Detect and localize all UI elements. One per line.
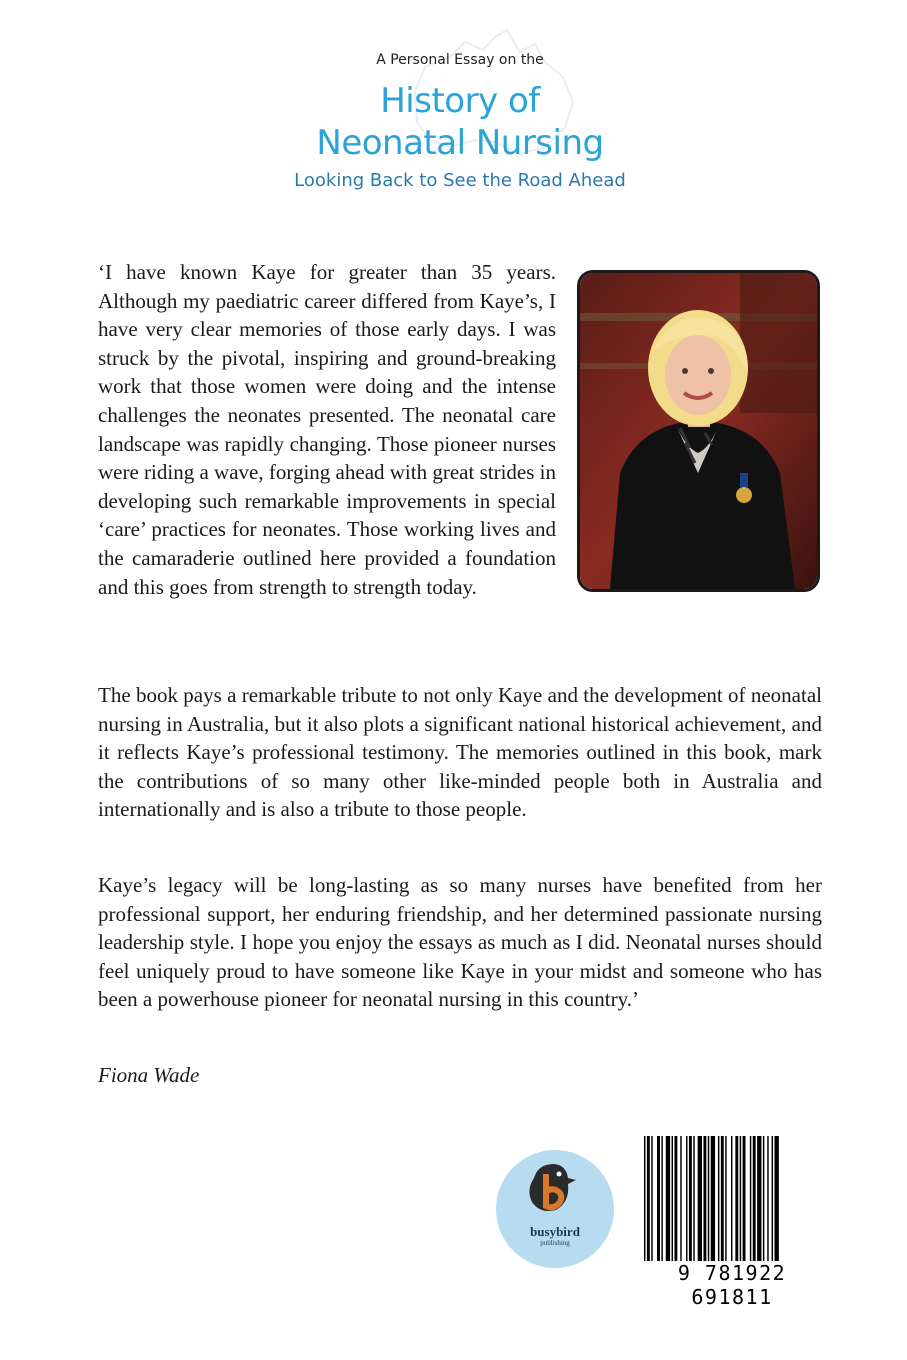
isbn-number: 9 781922 691811: [677, 1261, 787, 1309]
barcode-bar: [680, 1136, 681, 1261]
quote-paragraph-1: ‘I have known Kaye for greater than 35 years. Although my paediatric career differed from Kaye’s, I have very clear memories of those early days. I was struck by the pivotal, inspiring and ground-breaking work that those women were doing and the intense challenges the neonates presented. The neonatal care landscape was rapidly changing. Those pioneer nurses were riding a wave, forging ahead with great strides in developing such remarkable improvements in special ‘care’ practices for neonates. Those working lives and the camaraderie outlined here provided a foundation and this goes from strength to strength today.: [98, 260, 556, 599]
barcode-bars: [644, 1136, 822, 1261]
barcode-bar: [711, 1136, 715, 1261]
isbn-barcode: [638, 1133, 826, 1309]
paragraph-2: The book pays a remarkable tribute to not only Kaye and the development of neonatal nursing in Australia, but it also plots a significant national historical achievement, and it reflects Kaye’s professional testimony. The memories outlined in this book, mark the contributions of so many other like-minded people both in Australia and internationally and is also a tribute to those people.: [98, 683, 822, 822]
publisher-name: busybird: [530, 1224, 580, 1239]
barcode-bar: [721, 1136, 724, 1261]
barcode-bar: [689, 1136, 692, 1261]
book-subtitle: Looking Back to See the Road Ahead: [294, 170, 626, 191]
barcode-bar: [661, 1136, 662, 1261]
paragraph-3: Kaye’s legacy will be long-lasting as so many nurses have benefited from her professional support, her enduring friendship, and her determined passionate nursing leadership style. I hope you enjoy the essays as much as I did. Neonatal nurses should feel uniquely proud to have someone like Kaye in your midst and someone who has been a powerhouse pioneer for neonatal nursing in this country.’: [98, 873, 822, 1012]
title-line-2: Neonatal Nursing: [316, 123, 604, 163]
barcode-bar: [772, 1136, 773, 1261]
barcode-bar: [693, 1136, 694, 1261]
title-line-1: History of: [380, 81, 540, 121]
barcode-bar: [644, 1136, 645, 1261]
barcode-bar: [735, 1136, 738, 1261]
barcode-bar: [718, 1136, 719, 1261]
barcode-bar: [743, 1136, 746, 1261]
barcode-bar: [651, 1136, 652, 1261]
portrait-image: [580, 273, 817, 589]
barcode-bar: [672, 1136, 673, 1261]
barcode-bar: [647, 1136, 650, 1261]
barcode-bar: [698, 1136, 702, 1261]
barcode-bar: [703, 1136, 706, 1261]
quote-author: Fiona Wade: [98, 1063, 200, 1087]
barcode-bar: [708, 1136, 709, 1261]
barcode-bar: [753, 1136, 756, 1261]
book-title: [0, 80, 907, 164]
bird-icon: [496, 1150, 614, 1230]
publisher-logo: [496, 1150, 614, 1268]
author-portrait: [577, 270, 820, 592]
barcode-bar: [757, 1136, 761, 1261]
barcode-bar: [740, 1136, 741, 1261]
barcode-bar: [666, 1136, 670, 1261]
publisher-tagline: publishing: [540, 1239, 570, 1247]
barcode-bar: [725, 1136, 726, 1261]
barcode-bar: [686, 1136, 687, 1261]
barcode-bar: [657, 1136, 660, 1261]
barcode-bar: [763, 1136, 764, 1261]
barcode-bar: [731, 1136, 732, 1261]
barcode-bar: [767, 1136, 768, 1261]
barcode-bar: [750, 1136, 751, 1261]
barcode-bar: [775, 1136, 779, 1261]
barcode-bar: [674, 1136, 677, 1261]
kicker-text: A Personal Essay on the: [376, 52, 544, 68]
